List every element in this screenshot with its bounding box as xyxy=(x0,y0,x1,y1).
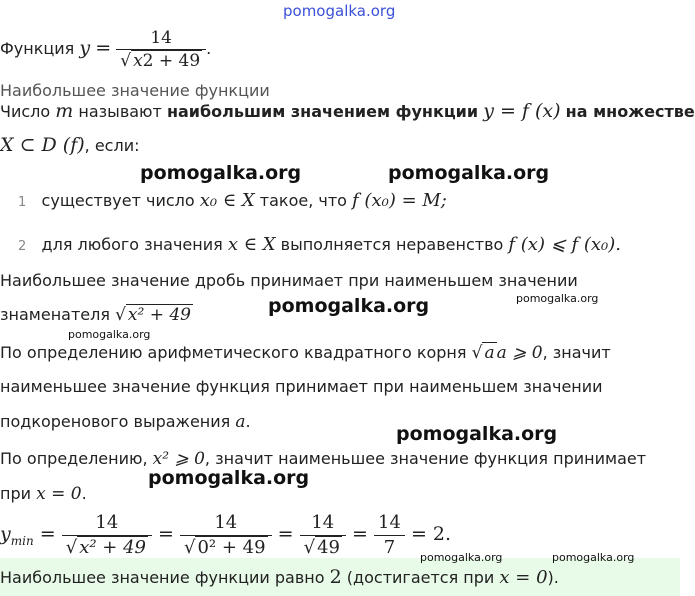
f1-den: x² + 49 xyxy=(79,536,146,558)
f4-den: 7 xyxy=(374,535,405,560)
f2-den: 0² + 49 xyxy=(197,536,266,558)
definition-line-2 xyxy=(0,132,139,159)
cut-line xyxy=(0,81,300,100)
item-text: выполняется неравенство xyxy=(280,235,504,254)
fraction xyxy=(116,27,206,72)
answer-close: ). xyxy=(547,568,559,587)
item-math: f (x₀) = M; xyxy=(352,190,447,211)
watermark: pomogalka.org xyxy=(268,295,430,317)
fraction-3: $\frac{14}{√ 49}$ xyxy=(300,511,346,560)
watermark: pomogalka.org xyxy=(396,423,558,445)
f1-num: 14 xyxy=(95,511,119,533)
def-intro: Число xyxy=(0,102,51,121)
p2c-tail: . xyxy=(245,412,251,431)
def-yfx: y = f (x) xyxy=(483,100,561,122)
f3-den: 49 xyxy=(317,536,340,558)
item-math: x ∈ X xyxy=(227,234,276,255)
fraction-2: $\frac{14}{\text{√ 0² + 49}}$ xyxy=(180,511,272,560)
equals-sign: = xyxy=(95,37,112,59)
p2c-math: a xyxy=(235,412,246,432)
radicand-a: a xyxy=(484,343,495,363)
function-label: Функция xyxy=(0,39,75,58)
denominator-rest: 2 + 49 xyxy=(142,51,201,71)
cut-line-text: Наибольшее значение функции xyxy=(0,81,270,100)
equals-sign: = xyxy=(158,523,174,545)
p2a-text: По определению арифметического квадратного корня xyxy=(0,343,467,362)
calculation xyxy=(0,506,451,562)
equals-sign: = xyxy=(39,523,56,545)
paragraph-1a: Наибольшее значение дробь принимает при наименьшем значении xyxy=(0,271,578,290)
paragraph-2c xyxy=(0,410,251,434)
watermark-small: pomogalka.org xyxy=(420,551,503,564)
equals-sign: = xyxy=(352,523,368,545)
equals-sign: = xyxy=(277,523,294,545)
item-text: для любого значения xyxy=(41,235,223,254)
sqrt-expression: √ x² + 49 xyxy=(115,305,191,325)
p3b-tail: . xyxy=(81,484,87,503)
ymin-var: y xyxy=(0,523,11,545)
p3a-text: По определению, xyxy=(0,449,148,468)
p2a-math: a ⩾ 0 xyxy=(496,343,543,363)
p2c-text: подкоренового выражения xyxy=(0,412,231,431)
answer-text: Наибольшее значение функции равно xyxy=(0,568,325,587)
watermark-small: pomogalka.org xyxy=(516,292,599,305)
def-bold: наибольшим значением функции xyxy=(166,102,479,121)
function-definition xyxy=(0,20,211,76)
watermark-small: pomogalka.org xyxy=(552,551,635,564)
item-text: существует число xyxy=(41,191,195,210)
watermark-small: pomogalka.org xyxy=(68,328,151,341)
p3b-text: при xyxy=(0,484,32,503)
y-var: y xyxy=(79,37,91,59)
item-math: f (x) ⩽ f (x₀). xyxy=(508,234,622,255)
paragraph-2b: наименьшее значение функция принимает при наименьшем значении xyxy=(0,377,603,396)
p1b-text: знаменателя xyxy=(0,305,110,324)
p3b-math: x = 0 xyxy=(36,484,82,504)
item-math: x₀ ∈ X xyxy=(199,190,255,211)
answer-value: 2 xyxy=(329,566,342,588)
fraction-numerator: 14 xyxy=(150,28,172,48)
paragraph-3b xyxy=(0,482,87,506)
p3a-math: x² ⩾ 0 xyxy=(152,449,205,469)
m-var: m xyxy=(55,100,74,122)
answer-math: x = 0 xyxy=(499,567,548,588)
def-if: , если: xyxy=(84,136,140,155)
p2a-tail: , значит xyxy=(542,343,611,362)
watermark: pomogalka.org xyxy=(140,162,302,184)
calc-result: = 2. xyxy=(410,523,452,545)
def-subset: X ⊂ D (f) xyxy=(0,134,85,156)
sqrt-a: √ a xyxy=(471,343,495,363)
definition-item-1 xyxy=(18,188,447,216)
f4-num: 14 xyxy=(378,511,401,533)
watermark-top: pomogalka.org xyxy=(283,2,396,20)
x-var: x xyxy=(133,51,143,71)
f3-num: 14 xyxy=(311,511,335,533)
fraction-4 xyxy=(374,511,405,560)
radicand: x² + 49 xyxy=(127,305,191,325)
answer-paren: (достигается при xyxy=(346,568,495,587)
paragraph-2a xyxy=(0,340,611,366)
def-on-set: на множестве xyxy=(565,102,695,121)
answer-line xyxy=(0,564,559,591)
item-number: 1 xyxy=(18,195,27,210)
definition-item-2 xyxy=(18,232,621,260)
watermark: pomogalka.org xyxy=(148,467,310,489)
p3a-tail: , значит наименьшее значение функция принимает xyxy=(204,449,647,468)
definition-line-1 xyxy=(0,98,695,125)
f2-num: 14 xyxy=(214,511,238,533)
item-number: 2 xyxy=(18,239,27,254)
ymin-sub: min xyxy=(10,533,34,548)
watermark: pomogalka.org xyxy=(388,162,550,184)
paragraph-3a xyxy=(0,446,646,472)
paragraph-1b xyxy=(0,302,193,328)
fraction-1: $\frac{14}{\text{√ x² + 49}}$ xyxy=(62,511,152,560)
fraction-denominator: √ x2 + 49 xyxy=(116,49,206,72)
item-text: такое, что xyxy=(259,191,347,210)
def-called: называют xyxy=(78,102,162,121)
period: . xyxy=(206,39,212,58)
